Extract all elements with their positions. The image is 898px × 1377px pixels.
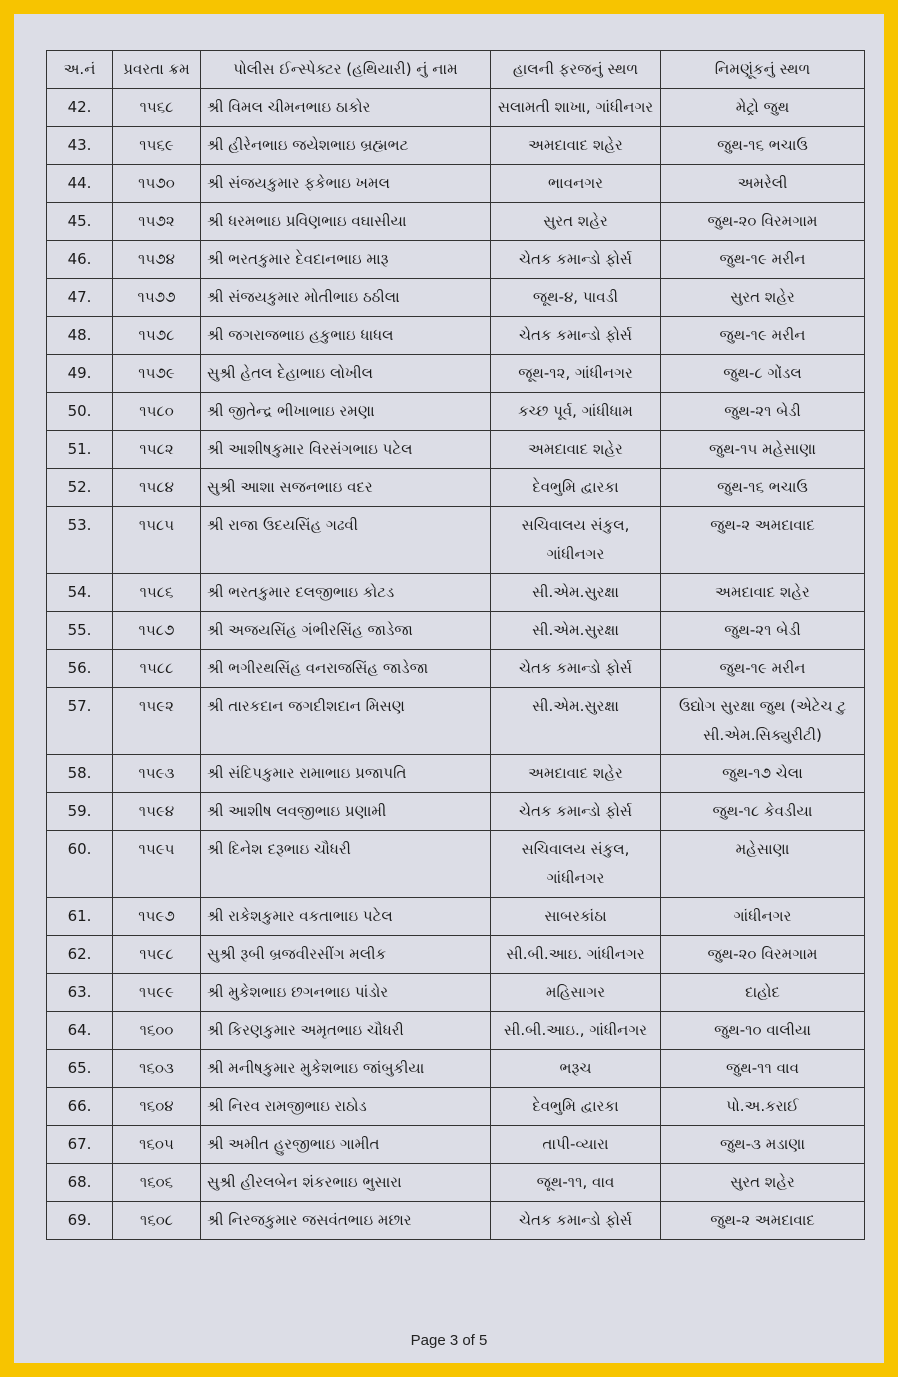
- current-posting-cell: ચેતક કમાન્ડો ફોર્સ: [491, 1202, 661, 1240]
- table-row: [47, 355, 865, 393]
- officer-transfer-table: [46, 50, 865, 1240]
- seniority-cell: ૧૫૮૨: [113, 431, 201, 469]
- table-row: [47, 898, 865, 936]
- document-page: [14, 14, 884, 1363]
- table-row: [47, 1012, 865, 1050]
- seniority-cell: ૧૫૮૫: [113, 507, 201, 574]
- current-posting-cell: સુરત શહેર: [491, 203, 661, 241]
- officer-name-cell: શ્રી જગરાજભાઇ હકુભાઇ ધાધલ: [201, 317, 491, 355]
- new-posting-cell: જુથ-૧૧ વાવ: [661, 1050, 865, 1088]
- officer-name-cell: શ્રી રાકેશકુમાર વકતાભાઇ પટેલ: [201, 898, 491, 936]
- officer-name-cell: શ્રી કિરણકુમાર અમૃતભાઇ ચૌધરી: [201, 1012, 491, 1050]
- officer-name-cell: શ્રી અમીત હુરજીભાઇ ગામીત: [201, 1126, 491, 1164]
- new-posting-cell: જુથ-૨૦ વિરમગામ: [661, 203, 865, 241]
- new-posting-cell: જુથ-૨૧ બેડી: [661, 612, 865, 650]
- officer-name-cell: સુશ્રી રૂબી બ્રજવીરસીંગ મલીક: [201, 936, 491, 974]
- officer-name-cell: શ્રી ધરમભાઇ પ્રવિણભાઇ વઘાસીયા: [201, 203, 491, 241]
- table-row: [47, 127, 865, 165]
- current-posting-cell: તાપી-વ્યારા: [491, 1126, 661, 1164]
- new-posting-cell: જુથ-૧૬ ભચાઉ: [661, 127, 865, 165]
- current-posting-cell: ભાવનગર: [491, 165, 661, 203]
- officer-name-cell: શ્રી વિમલ ચીમનભાઇ ઠાકોર: [201, 89, 491, 127]
- officer-name-cell: શ્રી નિરજકુમાર જસવંતભાઇ મછાર: [201, 1202, 491, 1240]
- seniority-cell: ૧૫૬૯: [113, 127, 201, 165]
- serial-no-cell: 50.: [47, 393, 113, 431]
- current-posting-cell: સી.એમ.સુરક્ષા: [491, 612, 661, 650]
- new-posting-cell: જુથ-૧૭ ચેલા: [661, 755, 865, 793]
- officer-name-cell: શ્રી સંજયકુમાર ફકેભાઇ ખમલ: [201, 165, 491, 203]
- officer-name-cell: શ્રી સંજયકુમાર મોતીભાઇ ઠઠીલા: [201, 279, 491, 317]
- seniority-cell: ૧૫૮૬: [113, 574, 201, 612]
- current-posting-cell: અમદાવાદ શહેર: [491, 127, 661, 165]
- seniority-cell: ૧૬૦૦: [113, 1012, 201, 1050]
- officer-name-cell: શ્રી જીતેન્દ્ર ભીખાભાઇ રમણા: [201, 393, 491, 431]
- serial-no-cell: 52.: [47, 469, 113, 507]
- table-row: [47, 974, 865, 1012]
- new-posting-cell: જુથ-૨૦ વિરમગામ: [661, 936, 865, 974]
- table-row: [47, 1164, 865, 1202]
- officer-name-cell: શ્રી હીરેનભાઇ જયેશભાઇ બ્રહ્મભટ: [201, 127, 491, 165]
- table-row: [47, 650, 865, 688]
- current-posting-cell: સી.બી.આઇ., ગાંધીનગર: [491, 1012, 661, 1050]
- new-posting-cell: સુરત શહેર: [661, 279, 865, 317]
- officer-name-cell: શ્રી અજયસિંહ ગંભીરસિંહ જાડેજા: [201, 612, 491, 650]
- new-posting-cell: જુથ-૧૯ મરીન: [661, 317, 865, 355]
- serial-no-cell: 44.: [47, 165, 113, 203]
- new-posting-cell: જુથ-૨ અમદાવાદ: [661, 1202, 865, 1240]
- header-serial-no: અ.નં: [47, 51, 113, 89]
- seniority-cell: ૧૬૦૪: [113, 1088, 201, 1126]
- officer-name-cell: શ્રી તારકદાન જગદીશદાન મિસણ: [201, 688, 491, 755]
- new-posting-cell: ગાંધીનગર: [661, 898, 865, 936]
- new-posting-cell: મહેસાણા: [661, 831, 865, 898]
- seniority-cell: ૧૬૦૮: [113, 1202, 201, 1240]
- table-row: [47, 755, 865, 793]
- new-posting-cell: અમદાવાદ શહેર: [661, 574, 865, 612]
- seniority-cell: ૧૫૬૮: [113, 89, 201, 127]
- table-row: [47, 1202, 865, 1240]
- table-row: [47, 1088, 865, 1126]
- current-posting-cell: સચિવાલય સંકુલ, ગાંધીનગર: [491, 831, 661, 898]
- table-row: [47, 936, 865, 974]
- new-posting-cell: અમરેલી: [661, 165, 865, 203]
- seniority-cell: ૧૬૦૬: [113, 1164, 201, 1202]
- seniority-cell: ૧૫૯૭: [113, 898, 201, 936]
- seniority-cell: ૧૫૭૯: [113, 355, 201, 393]
- current-posting-cell: ચેતક કમાન્ડો ફોર્સ: [491, 650, 661, 688]
- page-number: Page 3 of 5: [410, 1332, 488, 1349]
- current-posting-cell: દેવભુમિ દ્વારકા: [491, 1088, 661, 1126]
- officer-name-cell: સુશ્રી આશા સજનભાઇ વદર: [201, 469, 491, 507]
- table-row: [47, 688, 865, 755]
- new-posting-cell: જુથ-૨ અમદાવાદ: [661, 507, 865, 574]
- new-posting-cell: જુથ-૧૫ મહેસાણા: [661, 431, 865, 469]
- new-posting-cell: જુથ-૧૬ ભચાઉ: [661, 469, 865, 507]
- seniority-cell: ૧૫૯૨: [113, 688, 201, 755]
- serial-no-cell: 67.: [47, 1126, 113, 1164]
- table-row: [47, 241, 865, 279]
- header-officer-name: પોલીસ ઈન્સ્પેક્ટર (હથિયારી) નું નામ: [201, 51, 491, 89]
- officer-name-cell: શ્રી મુકેશભાઇ છગનભાઇ પાંડોર: [201, 974, 491, 1012]
- officer-name-cell: સુશ્રી હીરલબેન શંકરભાઇ ભુસારા: [201, 1164, 491, 1202]
- serial-no-cell: 49.: [47, 355, 113, 393]
- officer-name-cell: શ્રી ભગીરથસિંહ વનરાજસિંહ જાડેજા: [201, 650, 491, 688]
- table-row: [47, 469, 865, 507]
- table-row: [47, 203, 865, 241]
- new-posting-cell: જુથ-૧૦ વાલીયા: [661, 1012, 865, 1050]
- current-posting-cell: જૂથ-૪, પાવડી: [491, 279, 661, 317]
- seniority-cell: ૧૫૭૨: [113, 203, 201, 241]
- serial-no-cell: 68.: [47, 1164, 113, 1202]
- serial-no-cell: 66.: [47, 1088, 113, 1126]
- table-row: [47, 1050, 865, 1088]
- officer-name-cell: શ્રી આશીષ લવજીભાઇ પ્રણામી: [201, 793, 491, 831]
- seniority-cell: ૧૬૦૩: [113, 1050, 201, 1088]
- serial-no-cell: 45.: [47, 203, 113, 241]
- seniority-cell: ૧૫૭૦: [113, 165, 201, 203]
- officer-name-cell: શ્રી દિનેશ દરૂભાઇ ચૌધરી: [201, 831, 491, 898]
- table-row: [47, 507, 865, 574]
- seniority-cell: ૧૫૭૮: [113, 317, 201, 355]
- serial-no-cell: 43.: [47, 127, 113, 165]
- current-posting-cell: ભરૂચ: [491, 1050, 661, 1088]
- serial-no-cell: 47.: [47, 279, 113, 317]
- new-posting-cell: જુથ-૧૮ કેવડીયા: [661, 793, 865, 831]
- current-posting-cell: સાબરકાંઠા: [491, 898, 661, 936]
- table-row: [47, 431, 865, 469]
- seniority-cell: ૧૫૯૮: [113, 936, 201, 974]
- seniority-cell: ૧૫૯૫: [113, 831, 201, 898]
- seniority-cell: ૧૫૯૪: [113, 793, 201, 831]
- header-new-posting: નિમણૂંકનું સ્થળ: [661, 51, 865, 89]
- current-posting-cell: કચ્છ પૂર્વ, ગાંધીધામ: [491, 393, 661, 431]
- serial-no-cell: 46.: [47, 241, 113, 279]
- seniority-cell: ૧૫૭૭: [113, 279, 201, 317]
- new-posting-cell: જુથ-૩ મડાણા: [661, 1126, 865, 1164]
- current-posting-cell: સચિવાલય સંકુલ, ગાંધીનગર: [491, 507, 661, 574]
- table-row: [47, 612, 865, 650]
- seniority-cell: ૧૫૮૪: [113, 469, 201, 507]
- seniority-cell: ૧૫૭૪: [113, 241, 201, 279]
- table-row: [47, 793, 865, 831]
- new-posting-cell: દાહોદ: [661, 974, 865, 1012]
- serial-no-cell: 51.: [47, 431, 113, 469]
- new-posting-cell: જુથ-૧૯ મરીન: [661, 650, 865, 688]
- seniority-cell: ૧૫૮૦: [113, 393, 201, 431]
- serial-no-cell: 60.: [47, 831, 113, 898]
- seniority-cell: ૧૫૮૭: [113, 612, 201, 650]
- current-posting-cell: જૂથ-૧૧, વાવ: [491, 1164, 661, 1202]
- new-posting-cell: જુથ-૨૧ બેડી: [661, 393, 865, 431]
- serial-no-cell: 42.: [47, 89, 113, 127]
- new-posting-cell: પો.અ.કરાઈ: [661, 1088, 865, 1126]
- serial-no-cell: 48.: [47, 317, 113, 355]
- serial-no-cell: 53.: [47, 507, 113, 574]
- serial-no-cell: 56.: [47, 650, 113, 688]
- new-posting-cell: જુથ-૧૯ મરીન: [661, 241, 865, 279]
- table-row: [47, 831, 865, 898]
- current-posting-cell: અમદાવાદ શહેર: [491, 431, 661, 469]
- seniority-cell: ૧૫૯૯: [113, 974, 201, 1012]
- officer-name-cell: શ્રી સંદિપકુમાર રામાભાઇ પ્રજાપતિ: [201, 755, 491, 793]
- seniority-cell: ૧૫૯૩: [113, 755, 201, 793]
- officer-name-cell: શ્રી મનીષકુમાર મુકેશભાઇ જાંબુકીયા: [201, 1050, 491, 1088]
- serial-no-cell: 55.: [47, 612, 113, 650]
- current-posting-cell: સી.બી.આઇ. ગાંધીનગર: [491, 936, 661, 974]
- current-posting-cell: સી.એમ.સુરક્ષા: [491, 688, 661, 755]
- table-header-row: [47, 51, 865, 89]
- officer-name-cell: શ્રી ભરતકુમાર દલજીભાઇ કોટડ: [201, 574, 491, 612]
- serial-no-cell: 69.: [47, 1202, 113, 1240]
- table-row: [47, 279, 865, 317]
- current-posting-cell: સી.એમ.સુરક્ષા: [491, 574, 661, 612]
- officer-name-cell: શ્રી નિરવ રામજીભાઇ રાઠોડ: [201, 1088, 491, 1126]
- table-body: [47, 89, 865, 1240]
- current-posting-cell: ચેતક કમાન્ડો ફોર્સ: [491, 793, 661, 831]
- seniority-cell: ૧૬૦૫: [113, 1126, 201, 1164]
- current-posting-cell: ચેતક કમાન્ડો ફોર્સ: [491, 317, 661, 355]
- serial-no-cell: 57.: [47, 688, 113, 755]
- table-row: [47, 393, 865, 431]
- header-current-posting: હાલની ફરજનું સ્થળ: [491, 51, 661, 89]
- serial-no-cell: 63.: [47, 974, 113, 1012]
- serial-no-cell: 64.: [47, 1012, 113, 1050]
- current-posting-cell: સલામતી શાખા, ગાંધીનગર: [491, 89, 661, 127]
- current-posting-cell: ચેતક કમાન્ડો ફોર્સ: [491, 241, 661, 279]
- officer-name-cell: શ્રી આશીષકુમાર વિરસંગભાઇ પટેલ: [201, 431, 491, 469]
- officer-name-cell: શ્રી ભરતકુમાર દેવદાનભાઇ મારૂ: [201, 241, 491, 279]
- table-row: [47, 165, 865, 203]
- new-posting-cell: સુરત શહેર: [661, 1164, 865, 1202]
- header-seniority-order: પ્રવરતા ક્રમ: [113, 51, 201, 89]
- officer-name-cell: સુશ્રી હેતલ દેહાભાઇ લોખીલ: [201, 355, 491, 393]
- serial-no-cell: 62.: [47, 936, 113, 974]
- table-row: [47, 574, 865, 612]
- table-row: [47, 317, 865, 355]
- current-posting-cell: અમદાવાદ શહેર: [491, 755, 661, 793]
- officer-name-cell: શ્રી રાજા ઉદયસિંહ ગઢવી: [201, 507, 491, 574]
- new-posting-cell: ઉદ્યોગ સુરક્ષા જુથ (એટેચ ટુ સી.એમ.સિક્યુરીટી): [661, 688, 865, 755]
- seniority-cell: ૧૫૮૮: [113, 650, 201, 688]
- current-posting-cell: મહિસાગર: [491, 974, 661, 1012]
- new-posting-cell: જુથ-૮ ગોંડલ: [661, 355, 865, 393]
- serial-no-cell: 58.: [47, 755, 113, 793]
- serial-no-cell: 59.: [47, 793, 113, 831]
- serial-no-cell: 61.: [47, 898, 113, 936]
- serial-no-cell: 54.: [47, 574, 113, 612]
- table-row: [47, 89, 865, 127]
- current-posting-cell: દેવભુમિ દ્વારકા: [491, 469, 661, 507]
- new-posting-cell: મેટ્રો જુથ: [661, 89, 865, 127]
- table-row: [47, 1126, 865, 1164]
- serial-no-cell: 65.: [47, 1050, 113, 1088]
- current-posting-cell: જૂથ-૧૨, ગાંધીનગર: [491, 355, 661, 393]
